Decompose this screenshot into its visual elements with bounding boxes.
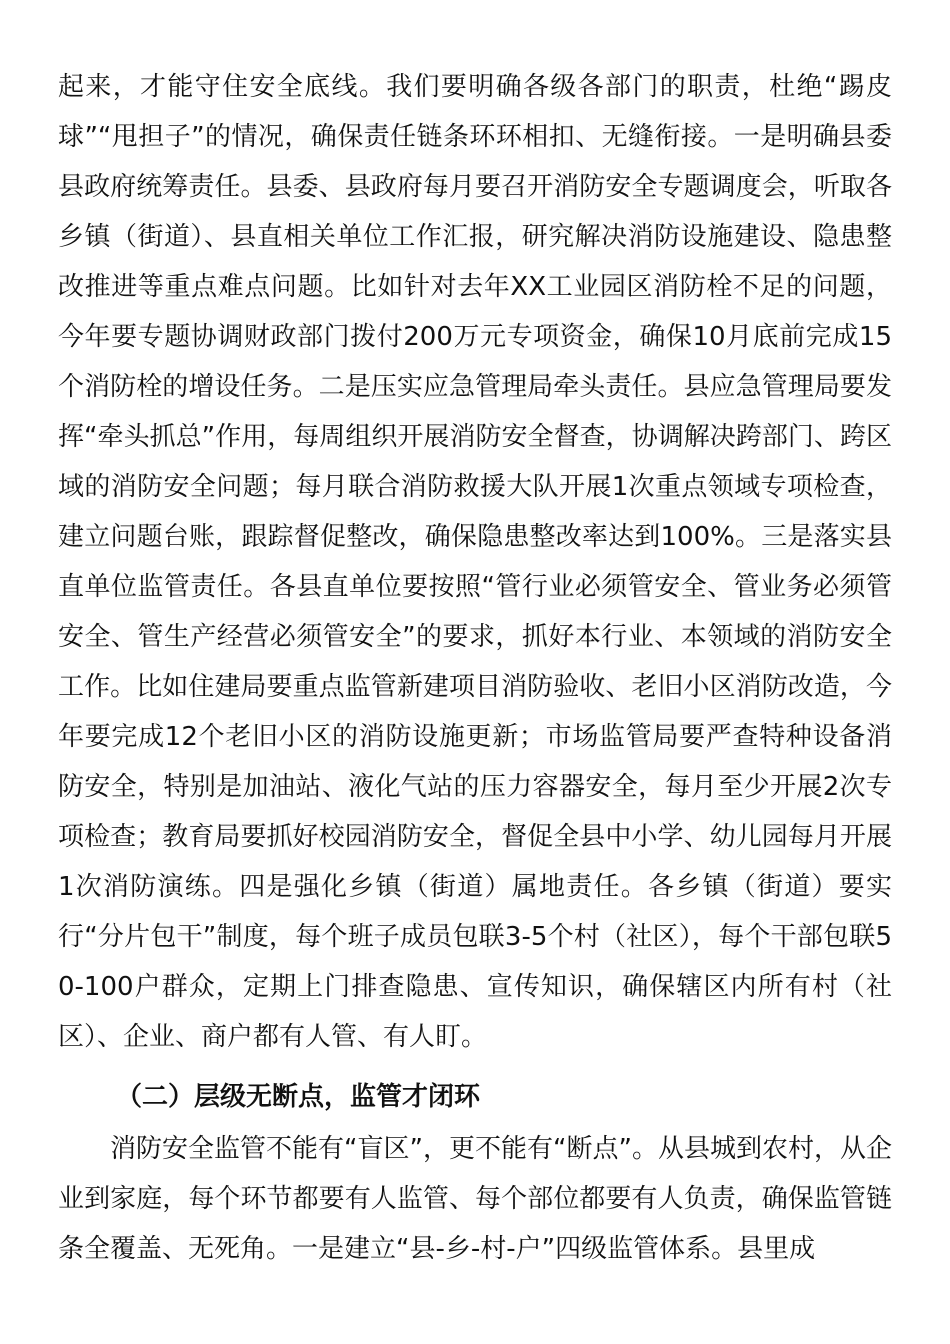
section-heading: （二）层级无断点，监管才闭环: [116, 1082, 481, 1112]
body-paragraph: 起来，才能守住安全底线。我们要明确各级各部门的职责，杜绝“踢皮球”“甩担子”的情况，确保责任链条环环相扣、无缝衔接。一是明确县委县政府统筹责任。县委、县政府每月要召开消防安全专题调度会，听取各乡镇（街道）、县直相关单位工作汇报，研究解决消防设施建设、隐患整改推进等重点难点问题。比如针对去年XX工业园区消防栓不足的问题，今年要专题协调财政部门拨付200万元专项资金，确保10月底前完成15个消防栓的增设任务。二是压实应急管理局牵头责任。县应急管理局要发挥“牵头抓总”作用，每周组织开展消防安全督查，协调解决跨部门、跨区域的消防安全问题；每月联合消防救援大队开展1次重点领域专项检查，建立问题台账，跟踪督促整改，确保隐患整改率达到100%。三是落实县直单位监管责任。各县直单位要按照“管行业必须管安全、管业务必须管安全、管生产经营必须管安全”的要求，抓好本行业、本领域的消防安全工作。比如住建局要重点监管新建项目消防验收、老旧小区消防改造，今年要完成12个老旧小区的消防设施更新；市场监管局要严查特种设备消防安全，特别是加油站、液化气站的压力容器安全，每月至少开展2次专项检查；教育局要抓好校园消防安全，督促全县中小学、幼儿园每月开展1次消防演练。四是强化乡镇（街道）属地责任。各乡镇（街道）要实行“分片包干”制度，每个班子成员包联3-5个村（社区），每个干部包联50-100户群众，定期上门排查隐患、宣传知识，确保辖区内所有村（社区）、企业、商户都有人管、有人盯。: [58, 72, 892, 1052]
body-paragraph: 消防安全监管不能有“盲区”，更不能有“断点”。从县城到农村，从企业到家庭，每个环节都要有人监管、每个部位都要有人负责，确保监管链条全覆盖、无死角。一是建立“县-乡-村-户”四级监管体系。县里成: [58, 1134, 892, 1264]
document-body: [58, 62, 892, 1274]
